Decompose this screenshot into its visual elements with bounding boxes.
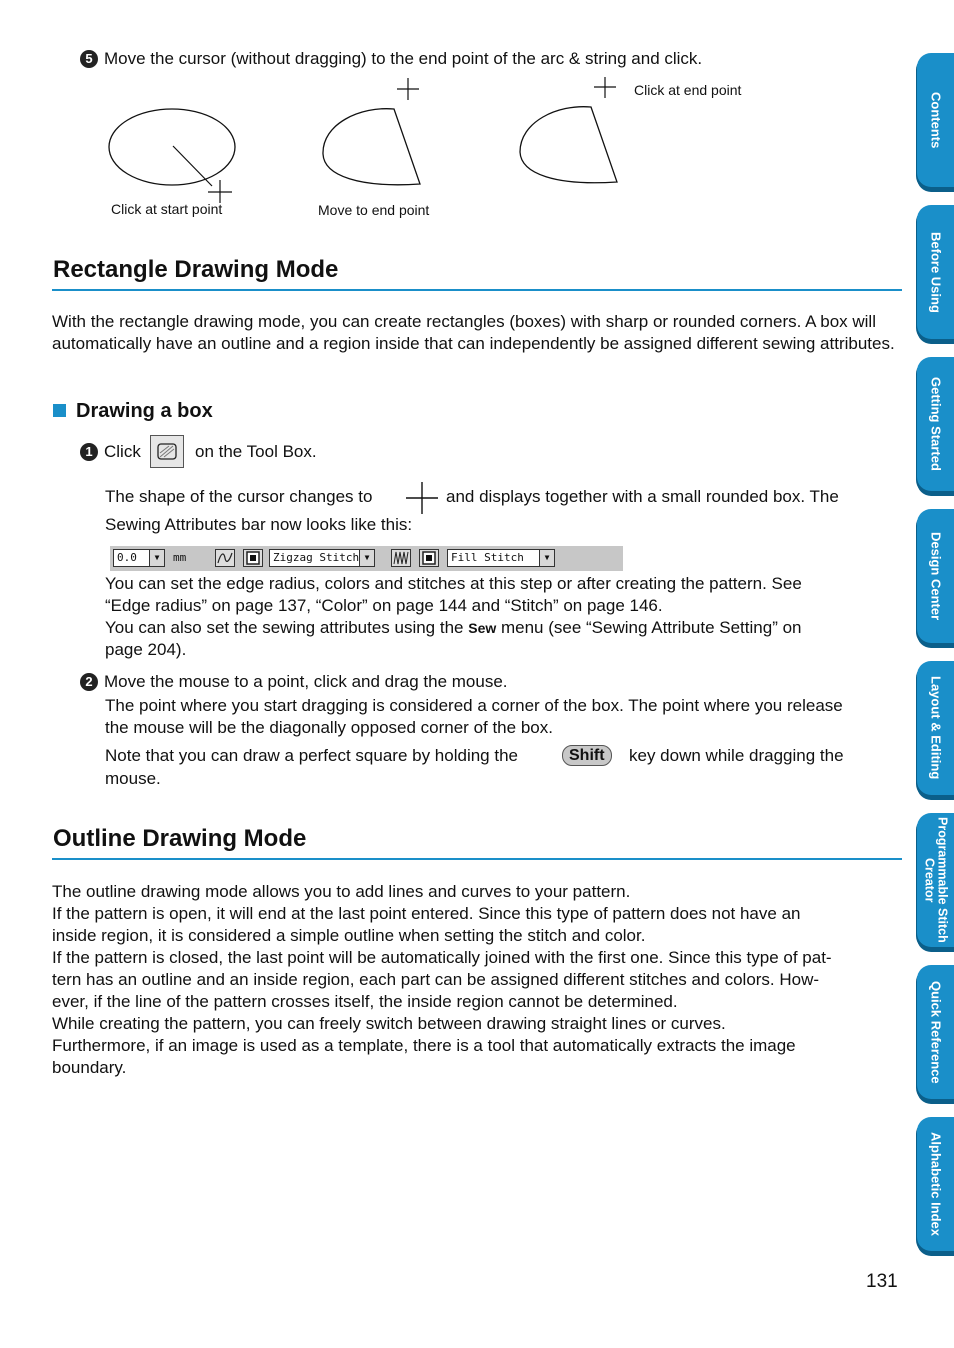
step-5 (80, 48, 900, 70)
region-color-icon (420, 550, 438, 566)
line-stitch-value: Zigzag Stitch (273, 551, 360, 564)
crosshair-cursor-icon (405, 481, 439, 515)
tab-label: Alphabetic Index (928, 1131, 944, 1237)
tab-alphabetic-index[interactable] (917, 1117, 954, 1251)
subsection-drawing-a-box (53, 400, 213, 423)
tab-getting-started[interactable] (917, 357, 954, 491)
section-rule (52, 289, 902, 291)
page-number: 131 (866, 1271, 898, 1292)
region-stitch-value: Fill Stitch (451, 551, 524, 564)
region-sew-icon (392, 550, 410, 566)
tab-contents[interactable] (917, 53, 954, 187)
step-number: 5 (80, 50, 98, 68)
dropdown-arrow-icon: ▼ (359, 550, 374, 566)
dropdown-arrow-icon: ▼ (149, 550, 164, 566)
outline-line: If the pattern is open, it will end at the last point entered. Since this type of pattern does not have an (52, 904, 801, 923)
line-stitch-select[interactable] (269, 549, 375, 567)
step-5-text: Move the cursor (without dragging) to the end point of the arc & string and click. (104, 49, 703, 68)
step-2-para-line1: The point where you start dragging is considered a corner of the box. The point where you release (105, 696, 843, 715)
note-post: key down while dragging the (629, 746, 844, 765)
line-color-button[interactable] (243, 549, 263, 567)
tab-quick-reference[interactable] (917, 965, 954, 1099)
outline-line: Furthermore, if an image is used as a template, there is a tool that automatically extracts the image (52, 1036, 796, 1055)
cursor-text-pre: The shape of the cursor changes to (105, 487, 373, 506)
step-2-para-line2: the mouse will be the diagonally opposed corner of the box. (105, 718, 553, 737)
step-number: 1 (80, 443, 98, 461)
rectangle-intro: With the rectangle drawing mode, you can create rectangles (boxes) with sharp or rounded corners. A box will automatically have an outline and a region inside that can independently be assigned different sewing attributes. (52, 312, 895, 353)
tab-label: Before Using (928, 231, 944, 313)
start-ellipse (109, 109, 235, 185)
move-arc-shape (323, 109, 420, 185)
step-number: 2 (80, 673, 98, 691)
unit-label: mm (173, 551, 187, 564)
tab-before-using[interactable] (917, 205, 954, 339)
note-line2: mouse. (105, 769, 161, 788)
label-start-point: Click at start point (111, 201, 223, 217)
para-also-line1 (105, 617, 801, 639)
cursor-text-post: and displays together with a small rounded box. The (446, 487, 839, 506)
section-rule (52, 858, 902, 860)
region-color-button[interactable] (419, 549, 439, 567)
shift-key-label: Shift (562, 745, 612, 766)
line-color-icon (244, 550, 262, 566)
outline-line: While creating the pattern, you can freely switch between drawing straight lines or curves. (52, 1014, 726, 1033)
para-also-post: menu (see “Sewing Attribute Setting” on (500, 618, 802, 637)
rounded-box-icon (151, 436, 183, 467)
tab-label: Programmable Stitch Creator (922, 817, 950, 943)
label-end-point: Click at end point (634, 82, 742, 98)
step-2 (80, 671, 508, 693)
step-1-rest: on the Tool Box. (195, 442, 317, 461)
line-sew-icon (216, 550, 234, 566)
outline-line: boundary. (52, 1058, 127, 1077)
step-1 (80, 441, 141, 463)
sewing-attributes-bar (110, 546, 623, 571)
step-2-text: Move the mouse to a point, click and drag the mouse. (104, 672, 508, 691)
step-1-click: Click (104, 442, 141, 461)
dropdown-arrow-icon: ▼ (539, 550, 554, 566)
outline-paragraph (52, 881, 912, 1079)
tab-label: Layout & Editing (928, 676, 944, 780)
tab-label: Design Center (928, 531, 944, 621)
edge-radius-value: 0.0 (117, 551, 137, 564)
region-sew-toggle[interactable] (391, 549, 411, 567)
para-set-line2: “Edge radius” on page 137, “Color” on page 144 and “Stitch” on page 146. (105, 596, 663, 615)
outline-line: tern has an outline and an inside region, each part can be assigned different stitches and colors. How- (52, 970, 820, 989)
section-title-rectangle: Rectangle Drawing Mode (53, 256, 339, 283)
tab-label: Quick Reference (928, 980, 944, 1084)
outline-line: ever, if the line of the pattern crosses itself, the inside region cannot be determined. (52, 992, 678, 1011)
outline-line: inside region, it is considered a simple outline when setting the stitch and color. (52, 926, 646, 945)
section-title-outline: Outline Drawing Mode (53, 825, 307, 852)
rectangle-tool-button[interactable] (150, 435, 184, 468)
tab-programmable-stitch-creator[interactable] (917, 813, 954, 947)
outline-line: If the pattern is closed, the last point will be automatically joined with the first one. Since this type of pat- (52, 948, 832, 967)
outline-line: The outline drawing mode allows you to add lines and curves to your pattern. (52, 882, 631, 901)
label-move-to-end: Move to end point (318, 202, 430, 218)
subsection-title: Drawing a box (76, 400, 213, 422)
sew-menu-name: Sew (468, 620, 497, 636)
cursor-text-line2: Sewing Attributes bar now looks like this: (105, 515, 413, 534)
tab-design-center[interactable] (917, 509, 954, 643)
end-arc-shape (520, 107, 617, 183)
tab-label: Getting Started (928, 377, 944, 471)
note-pre: Note that you can draw a perfect square by holding the (105, 746, 518, 765)
region-stitch-select[interactable] (447, 549, 555, 567)
edge-radius-select[interactable] (113, 549, 165, 567)
line-sew-toggle[interactable] (215, 549, 235, 567)
tab-label: Contents (928, 91, 944, 149)
shift-key (562, 745, 612, 766)
para-set-line1: You can set the edge radius, colors and stitches at this step or after creating the pattern. See (105, 574, 802, 593)
para-also-line2: page 204). (105, 640, 187, 659)
para-also-pre: You can also set the sewing attributes using the (105, 618, 464, 637)
square-bullet-icon (53, 404, 66, 417)
tab-layout-editing[interactable] (917, 661, 954, 795)
start-radius-line (173, 146, 212, 186)
arc-string-figure (100, 76, 660, 206)
